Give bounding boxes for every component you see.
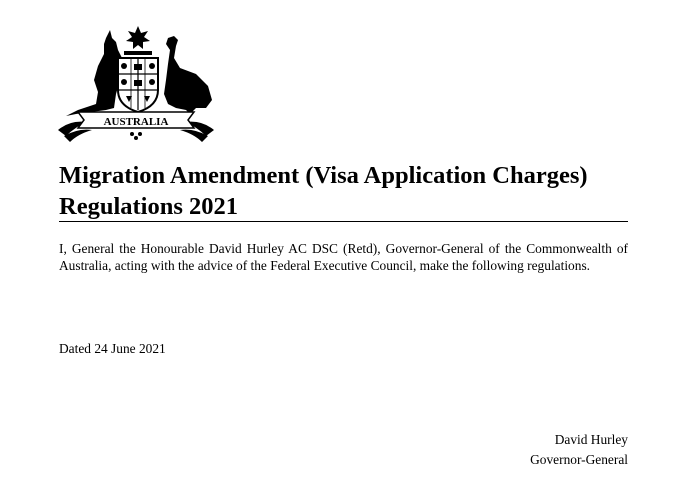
preamble-text: I, General the Honourable David Hurley AC DSC (Retd), Governor-General of the Commonwealth of Australia, acting with the advice of the Federal Executive Council, make the following regulations. (59, 241, 628, 273)
title-divider (59, 221, 628, 222)
coat-of-arms-icon (56, 24, 216, 142)
document-title: Migration Amendment (Visa Application Charges) Regulations 2021 (59, 162, 588, 220)
signatory-name: David Hurley (554, 432, 628, 447)
signatory-role: Governor-General (530, 452, 628, 467)
svg-text:AUSTRALIA: AUSTRALIA (103, 116, 169, 128)
signature-block (530, 430, 628, 470)
dated-line: Dated 24 June 2021 (59, 341, 166, 356)
